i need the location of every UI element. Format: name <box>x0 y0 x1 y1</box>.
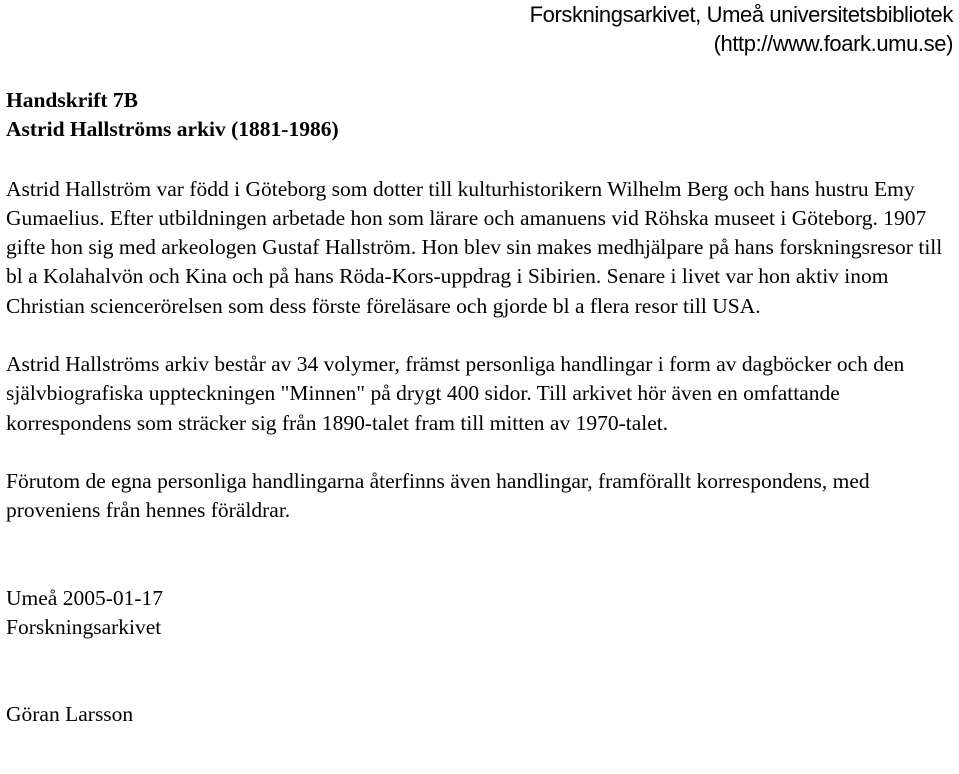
institution-name: Forskningsarkivet, Umeå universitetsbibliotek <box>529 2 953 27</box>
signature-block <box>6 584 951 643</box>
biography-paragraph: Astrid Hallström var född i Göteborg som dotter till kulturhistorikern Wilhelm Berg och hans hustru Emy Gumaelius. Efter utbildningen arbetade hon som lärare och amanuens vid Röhska museet i Göteborg. 1907 gifte hon sig med arkeologen Gustaf Hallström. Hon blev sin makes medhjälpare på hans forskningsresor till bl a Kolahalvön och Kina och på hans Röda-Kors-uppdrag i Sibirien. Senare i livet var hon aktiv inom Christian sciencerörelsen som dess förste föreläsare och gjorde bl a flera resor till USA. <box>6 176 943 318</box>
place-date: Umeå 2005-01-17 <box>6 585 164 610</box>
signer-name: Göran Larsson <box>6 702 134 727</box>
signature-organization: Forskningsarkivet <box>6 614 162 639</box>
document-title <box>6 86 951 145</box>
document-body <box>6 86 951 729</box>
archive-paragraph: Astrid Hallströms arkiv består av 34 volymer, främst personliga handlingar i form av dagböcker och den självbiografiska uppteckningen "Minnen" på drygt 400 sidor. Till arkivet hör även en omfattande korrespondens som sträcker sig från 1890-talet fram till mitten av 1970-talet. <box>6 352 905 435</box>
page-header <box>530 0 953 58</box>
title-line-2: Astrid Hallströms arkiv (1881-1986) <box>6 117 339 142</box>
institution-url: (http://www.foark.umu.se) <box>713 31 953 56</box>
other-documents-paragraph: Förutom de egna personliga handlingarna återfinns även handlingar, framförallt korrespondens, med proveniens från hennes föräldrar. <box>6 468 870 523</box>
title-line-1: Handskrift 7B <box>6 88 139 112</box>
